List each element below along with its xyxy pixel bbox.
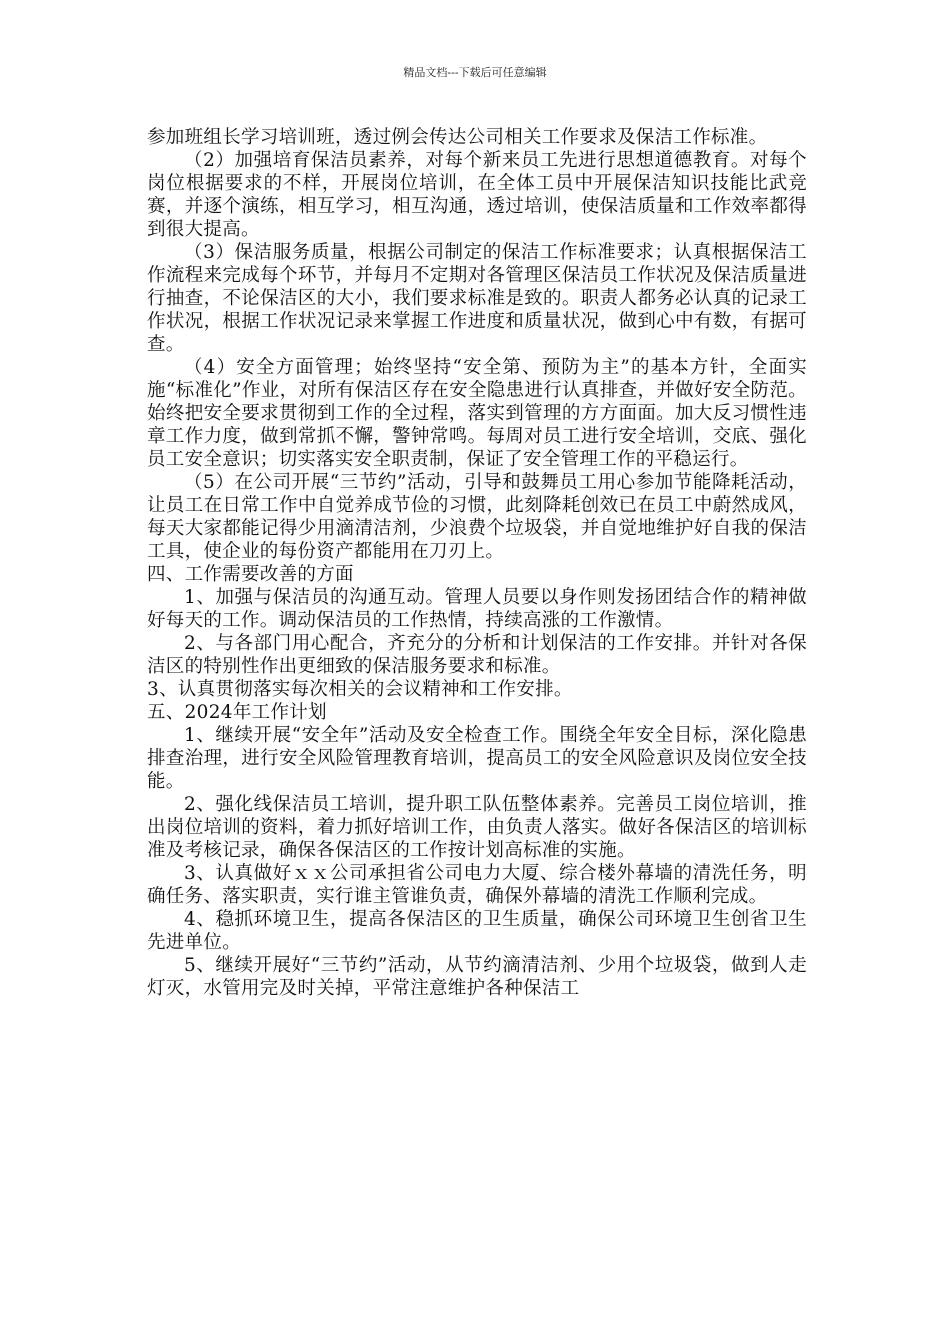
plan-item-3: 3、认真做好ｘｘ公司承担省公司电力大厦、综合楼外幕墙的清洗任务，明确任务、落实职责，实行谁主管谁负责，确保外幕墙的清洗工作顺利完成。 <box>147 863 807 907</box>
paragraph-item-2: （2）加强培育保洁员素养，对每个新来员工先进行思想道德教育。对每个岗位根据要求的不样，开展岗位培训，在全体工员中开展保洁知识技能比武竞赛，并逐个演练，相互学习，相互沟通，透过培训，使保洁质量和工作效率都得到很大提高。 <box>147 150 807 240</box>
paragraph-item-4: （4）安全方面管理；始终坚持“安全第、预防为主”的基本方针，全面实施“标准化”作业，对所有保洁区存在安全隐患进行认真排查，并做好安全防范。始终把安全要求贯彻到工作的全过程，落实到管理的方方面面。加大反习惯性违章工作力度，做到常抓不懈，警钟常鸣。每周对员工进行安全培训，交底、强化员工安全意识；切实落实安全职责制，保证了安全管理工作的平稳运行。 <box>147 357 807 470</box>
page-header: 精品文档---下载后可任意编辑 <box>403 66 547 79</box>
paragraph-continuation: 参加班组长学习培训班，透过例会传达公司相关工作要求及保洁工作标准。 <box>147 127 768 148</box>
improvement-item-3: 3、认真贯彻落实每次相关的会议精神和工作安排。 <box>147 679 573 700</box>
plan-item-4: 4、稳抓环境卫生，提高各保洁区的卫生质量，确保公司环境卫生创省卫生先进单位。 <box>147 909 807 953</box>
improvement-item-2: 2、与各部门用心配合，齐充分的分析和计划保洁的工作安排。并针对各保洁区的特别性作出更细致的保洁服务要求和标准。 <box>147 633 807 677</box>
improvement-item-1: 1、加强与保洁员的沟通互动。管理人员要以身作则发扬团结合作的精神做好每天的工作。调动保洁员的工作热情，持续高涨的工作激情。 <box>147 587 807 631</box>
plan-item-1: 1、继续开展“安全年”活动及安全检查工作。围绕全年安全目标，深化隐患排查治理，进行安全风险管理教育培训，提高员工的安全风险意识及岗位安全技能。 <box>147 725 807 792</box>
document-body <box>147 126 807 1000</box>
paragraph-item-3: （3）保洁服务质量，根据公司制定的保洁工作标准要求；认真根据保洁工作流程来完成每个环节，并每月不定期对各管理区保洁员工作状况及保洁质量进行抽查，不论保洁区的大小，我们要求标准是致的。职责人都务必认真的记录工作状况，根据工作状况记录来掌握工作进度和质量状况，做到心中有数，有据可查。 <box>147 242 807 355</box>
plan-item-5: 5、继续开展好“三节约”活动，从节约滴清洁剂、少用个垃圾袋，做到人走灯灭，水管用完及时关掉，平常注意维护各种保洁工 <box>147 955 807 999</box>
plan-item-2: 2、强化线保洁员工培训，提升职工队伍整体素养。完善员工岗位培训，推出岗位培训的资料，着力抓好培训工作，由负责人落实。做好各保洁区的培训标准及考核记录，确保各保洁区的工作按计划高标准的实施。 <box>147 794 807 861</box>
paragraph-item-5: （5）在公司开展“三节约”活动，引导和鼓舞员工用心参加节能降耗活动，让员工在日常工作中自觉养成节俭的习惯，此刻降耗创效已在员工中蔚然成风，每天大家都能记得少用滴清洁剂，少浪费个垃圾袋，并自觉地维护好自我的保洁工具，使企业的每份资产都能用在刀刃上。 <box>147 472 807 562</box>
section-heading-improvements: 四、工作需要改善的方面 <box>147 564 354 585</box>
section-heading-plan: 五、2024年工作计划 <box>147 702 327 723</box>
